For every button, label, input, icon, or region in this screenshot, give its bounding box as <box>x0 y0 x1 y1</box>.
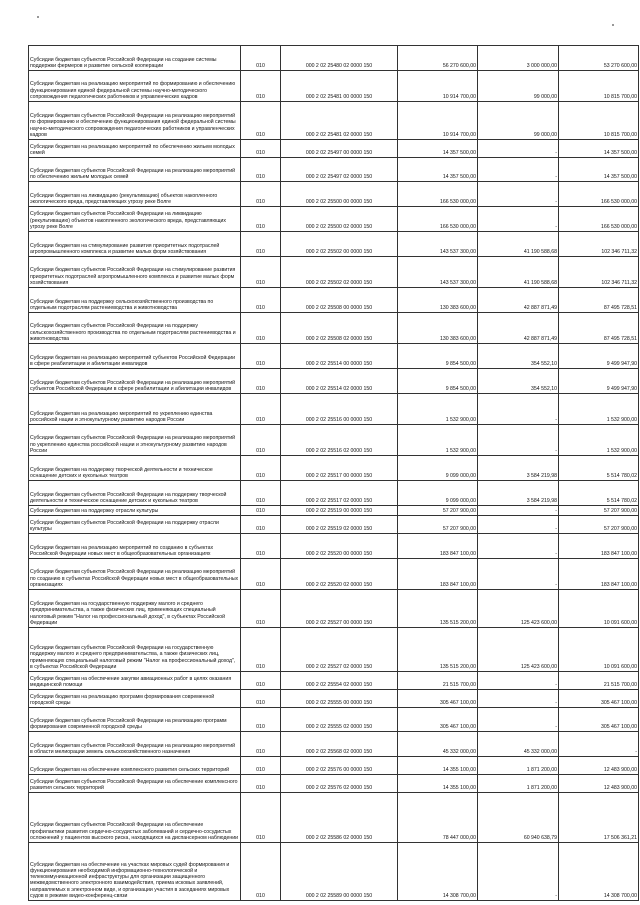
row-name: Субсидии бюджетам на реализацию мероприятий по созданию в субъектах Российской Федерации новых мест в общеобразовательных организациях <box>29 534 241 559</box>
row-code: 010 <box>241 516 281 534</box>
row-name: Субсидии бюджетам на обеспечение закупки авиационных работ в целях оказания медицинской помощи <box>29 672 241 690</box>
row-exec: 42 887 871,49 <box>478 288 559 313</box>
row-plan: 305 467 100,00 <box>398 708 478 732</box>
row-rest: 87 495 728,51 <box>559 288 639 313</box>
row-rest: 57 207 900,00 <box>559 516 639 534</box>
row-name: Субсидии бюджетам субъектов Российской Федерации на реализацию программ формирования современной городской среды <box>29 708 241 732</box>
row-plan: 1 532 900,00 <box>398 394 478 425</box>
table-row <box>29 158 639 182</box>
row-name: Субсидии бюджетам на обеспечение комплексного развития сельских территорий <box>29 757 241 775</box>
row-exec: 99 000,00 <box>478 102 559 140</box>
scan-speck <box>612 24 614 26</box>
row-code: 010 <box>241 344 281 369</box>
row-exec: - <box>478 394 559 425</box>
row-name: Субсидии бюджетам на ликвидацию (рекультивацию) объектов накопленного экологического вреда, представляющих угрозу реке Волге <box>29 182 241 207</box>
row-name: Субсидии бюджетам на поддержку творческой деятельности и техническое оснащение детских и кукольных театров <box>29 456 241 481</box>
table-row <box>29 46 639 71</box>
row-exec: - <box>478 158 559 182</box>
row-plan: 9 099 000,00 <box>398 456 478 481</box>
row-plan: 14 357 500,00 <box>398 158 478 182</box>
row-rest: 12 483 900,00 <box>559 775 639 793</box>
row-kbk: 000 2 02 25517 00 0000 150 <box>281 456 398 481</box>
row-plan: 78 447 000,00 <box>398 793 478 843</box>
row-code: 010 <box>241 182 281 207</box>
row-name: Субсидии бюджетам субъектов Российской Федерации на обеспечение комплексного развития сельских территорий <box>29 775 241 793</box>
row-kbk: 000 2 02 25589 00 0000 150 <box>281 843 398 901</box>
table-row <box>29 732 639 757</box>
row-plan: 10 914 700,00 <box>398 102 478 140</box>
row-name: Субсидии бюджетам субъектов Российской Федерации на стимулирование развития приоритетных подотраслей агропромышленного комплекса и развитие малых форм хозяйствования <box>29 257 241 288</box>
table-row <box>29 456 639 481</box>
row-code: 010 <box>241 708 281 732</box>
row-rest: 9 499 947,90 <box>559 369 639 394</box>
row-rest: 14 308 700,00 <box>559 843 639 901</box>
row-code: 010 <box>241 481 281 506</box>
row-exec: 3 584 219,98 <box>478 456 559 481</box>
row-name: Субсидии бюджетам субъектов Российской Федерации на создание системы поддержки фермеров и развитие сельской кооперации <box>29 46 241 71</box>
row-exec: 60 940 638,79 <box>478 793 559 843</box>
row-rest: 183 847 100,00 <box>559 534 639 559</box>
table-row <box>29 843 639 901</box>
row-plan: 135 515 200,00 <box>398 590 478 628</box>
table-row <box>29 369 639 394</box>
row-code: 010 <box>241 506 281 516</box>
row-code: 010 <box>241 257 281 288</box>
row-kbk: 000 2 02 25576 00 0000 150 <box>281 757 398 775</box>
budget-subsidies-table <box>28 45 639 901</box>
row-plan: 130 383 600,00 <box>398 288 478 313</box>
row-name: Субсидии бюджетам на реализацию мероприятий субъектов Российской Федерации в сфере реабилитации и абилитации инвалидов <box>29 344 241 369</box>
row-exec: - <box>478 140 559 158</box>
row-exec: 125 423 600,00 <box>478 628 559 672</box>
row-kbk: 000 2 02 25527 00 0000 150 <box>281 590 398 628</box>
row-plan: 9 854 500,00 <box>398 369 478 394</box>
row-rest: 102 346 711,32 <box>559 232 639 257</box>
row-code: 010 <box>241 672 281 690</box>
row-plan: 1 532 900,00 <box>398 425 478 456</box>
row-kbk: 000 2 02 25516 00 0000 150 <box>281 394 398 425</box>
row-exec: - <box>478 182 559 207</box>
row-rest: 10 091 600,00 <box>559 590 639 628</box>
row-exec: - <box>478 690 559 708</box>
row-plan: 183 847 100,00 <box>398 559 478 590</box>
row-name: Субсидии бюджетам на государственную поддержку малого и среднего предпринимательства, а также физических лиц, применяющих специальный налоговый режим "Налог на профессиональный доход", в субъектах Российской Федерации <box>29 590 241 628</box>
row-plan: 57 207 900,00 <box>398 516 478 534</box>
row-kbk: 000 2 02 25517 02 0000 150 <box>281 481 398 506</box>
row-kbk: 000 2 02 25497 00 0000 150 <box>281 140 398 158</box>
row-rest: 305 467 100,00 <box>559 690 639 708</box>
table-row <box>29 182 639 207</box>
table-row <box>29 506 639 516</box>
row-kbk: 000 2 02 25516 02 0000 150 <box>281 425 398 456</box>
row-exec: 42 887 871,49 <box>478 313 559 344</box>
row-exec: - <box>478 672 559 690</box>
row-rest: 12 483 900,00 <box>559 757 639 775</box>
row-exec: 3 584 219,98 <box>478 481 559 506</box>
row-kbk: 000 2 02 25555 02 0000 150 <box>281 708 398 732</box>
row-exec: - <box>478 207 559 232</box>
row-plan: 305 467 100,00 <box>398 690 478 708</box>
table-row <box>29 775 639 793</box>
row-plan: 14 355 100,00 <box>398 775 478 793</box>
row-rest: 10 815 700,00 <box>559 71 639 102</box>
table-row <box>29 690 639 708</box>
row-plan: 9 099 000,00 <box>398 481 478 506</box>
row-code: 010 <box>241 757 281 775</box>
row-kbk: 000 2 02 25576 02 0000 150 <box>281 775 398 793</box>
table-row <box>29 232 639 257</box>
row-exec: 99 000,00 <box>478 71 559 102</box>
table-row <box>29 590 639 628</box>
row-exec: 354 552,10 <box>478 369 559 394</box>
row-kbk: 000 2 02 25519 00 0000 150 <box>281 506 398 516</box>
row-rest: 57 207 900,00 <box>559 506 639 516</box>
row-kbk: 000 2 02 25480 02 0000 150 <box>281 46 398 71</box>
row-code: 010 <box>241 71 281 102</box>
row-kbk: 000 2 02 25502 00 0000 150 <box>281 232 398 257</box>
row-code: 010 <box>241 590 281 628</box>
row-plan: 143 537 300,00 <box>398 232 478 257</box>
row-exec: - <box>478 506 559 516</box>
row-kbk: 000 2 02 25586 02 0000 150 <box>281 793 398 843</box>
row-name: Субсидии бюджетам на реализацию мероприятий по укреплению единства российской нации и этнокультурному развитию народов России <box>29 394 241 425</box>
table-row <box>29 481 639 506</box>
row-name: Субсидии бюджетам субъектов Российской Федерации на реализацию мероприятий по обеспечению жильем молодых семей <box>29 158 241 182</box>
row-code: 010 <box>241 425 281 456</box>
row-kbk: 000 2 02 25514 02 0000 150 <box>281 369 398 394</box>
row-name: Субсидии бюджетам на поддержку сельскохозяйственного производства по отдельным подотраслям растениеводства и животноводства <box>29 288 241 313</box>
row-plan: 130 383 600,00 <box>398 313 478 344</box>
table-body <box>29 46 639 901</box>
table-row <box>29 708 639 732</box>
row-plan: 14 355 100,00 <box>398 757 478 775</box>
row-exec: 354 552,10 <box>478 344 559 369</box>
row-plan: 166 530 000,00 <box>398 182 478 207</box>
row-rest: 305 467 100,00 <box>559 708 639 732</box>
row-code: 010 <box>241 628 281 672</box>
row-rest: 9 499 947,90 <box>559 344 639 369</box>
row-plan: 45 332 000,00 <box>398 732 478 757</box>
table-row <box>29 344 639 369</box>
row-plan: 21 515 700,00 <box>398 672 478 690</box>
row-code: 010 <box>241 288 281 313</box>
table-row <box>29 757 639 775</box>
row-rest: 1 532 900,00 <box>559 394 639 425</box>
row-name: Субсидии бюджетам на реализацию мероприятий по формированию и обеспечению функционирования единой федеральной системы научно-методического сопровождения педагогических работников и управленческих кадров <box>29 71 241 102</box>
row-code: 010 <box>241 140 281 158</box>
table-row <box>29 559 639 590</box>
row-rest: 87 495 728,51 <box>559 313 639 344</box>
table-row <box>29 394 639 425</box>
row-plan: 10 914 700,00 <box>398 71 478 102</box>
row-code: 010 <box>241 369 281 394</box>
row-exec: - <box>478 516 559 534</box>
table-row <box>29 140 639 158</box>
row-kbk: 000 2 02 25514 00 0000 150 <box>281 344 398 369</box>
row-rest: 102 346 711,32 <box>559 257 639 288</box>
row-code: 010 <box>241 732 281 757</box>
row-kbk: 000 2 02 25555 00 0000 150 <box>281 690 398 708</box>
row-kbk: 000 2 02 25497 02 0000 150 <box>281 158 398 182</box>
row-code: 010 <box>241 775 281 793</box>
scan-speck <box>37 16 39 18</box>
row-name: Субсидии бюджетам на обеспечение на участках мировых судей формирования и функционирования необходимой информационно-технологической и телекоммуникационной инфраструктуры для организации защищенного межведомственного электронного взаимодействия, приема исковых заявлений, направляемых в электронном виде, и организации участия в заседаниях мировых судов в режиме видео-конференц-связи <box>29 843 241 901</box>
row-kbk: 000 2 02 25520 00 0000 150 <box>281 534 398 559</box>
row-rest: 14 357 500,00 <box>559 158 639 182</box>
row-rest: 14 357 500,00 <box>559 140 639 158</box>
row-rest: 166 530 000,00 <box>559 182 639 207</box>
row-name: Субсидии бюджетам на поддержку отрасли культуры <box>29 506 241 516</box>
row-name: Субсидии бюджетам субъектов Российской Федерации на ликвидацию (рекультивацию) объектов накопленного экологического вреда, представляющих угрозу реке Волге <box>29 207 241 232</box>
table-row <box>29 516 639 534</box>
row-plan: 135 515 200,00 <box>398 628 478 672</box>
row-kbk: 000 2 02 25481 02 0000 150 <box>281 102 398 140</box>
row-code: 010 <box>241 793 281 843</box>
row-code: 010 <box>241 158 281 182</box>
row-plan: 9 854 500,00 <box>398 344 478 369</box>
row-plan: 56 270 600,00 <box>398 46 478 71</box>
row-exec: - <box>478 843 559 901</box>
row-kbk: 000 2 02 25500 02 0000 150 <box>281 207 398 232</box>
row-exec: - <box>478 559 559 590</box>
row-name: Субсидии бюджетам субъектов Российской Федерации на реализацию мероприятий по укреплению единства российской нации и этнокультурному развитию народов России <box>29 425 241 456</box>
row-rest: 17 506 361,21 <box>559 793 639 843</box>
row-code: 010 <box>241 207 281 232</box>
row-plan: 14 357 500,00 <box>398 140 478 158</box>
row-rest: 5 514 780,02 <box>559 481 639 506</box>
row-code: 010 <box>241 559 281 590</box>
row-code: 010 <box>241 843 281 901</box>
row-rest: 53 270 600,00 <box>559 46 639 71</box>
row-code: 010 <box>241 456 281 481</box>
row-name: Субсидии бюджетам на реализацию программ формирования современной городской среды <box>29 690 241 708</box>
table-row <box>29 257 639 288</box>
row-name: Субсидии бюджетам на стимулирование развития приоритетных подотраслей агропромышленного комплекса и развитие малых форм хозяйствования <box>29 232 241 257</box>
row-name: Субсидии бюджетам субъектов Российской Федерации на обеспечение профилактики развития сердечно-сосудистых заболеваний и сердечно-сосудистых осложнений у пациентов высокого риска, находящихся на диспансерном наблюдении <box>29 793 241 843</box>
row-exec: 41 190 588,68 <box>478 257 559 288</box>
row-exec: 1 871 200,00 <box>478 757 559 775</box>
row-name: Субсидии бюджетам субъектов Российской Федерации на реализацию мероприятий по формированию и обеспечению функционирования единой федеральной системы научно-методического сопровождения педагогических работников и управленческих кадров <box>29 102 241 140</box>
row-code: 010 <box>241 46 281 71</box>
table-row <box>29 793 639 843</box>
row-exec: - <box>478 534 559 559</box>
row-kbk: 000 2 02 25568 02 0000 150 <box>281 732 398 757</box>
table-row <box>29 425 639 456</box>
row-plan: 143 537 300,00 <box>398 257 478 288</box>
row-name: Субсидии бюджетам субъектов Российской Федерации на реализацию мероприятий по созданию в субъектах Российской Федерации новых мест в общеобразовательных организациях <box>29 559 241 590</box>
row-kbk: 000 2 02 25520 02 0000 150 <box>281 559 398 590</box>
table-row <box>29 313 639 344</box>
row-kbk: 000 2 02 25502 02 0000 150 <box>281 257 398 288</box>
table-row <box>29 207 639 232</box>
row-code: 010 <box>241 394 281 425</box>
row-rest: 10 091 600,00 <box>559 628 639 672</box>
row-name: Субсидии бюджетам субъектов Российской Федерации на поддержку творческой деятельности и техническое оснащение детских и кукольных театров <box>29 481 241 506</box>
row-name: Субсидии бюджетам субъектов Российской Федерации на поддержку сельскохозяйственного производства по отдельным подотраслям растениеводства и животноводства <box>29 313 241 344</box>
table-row <box>29 628 639 672</box>
table-row <box>29 534 639 559</box>
row-name: Субсидии бюджетам субъектов Российской Федерации на государственную поддержку малого и среднего предпринимательства, а также физических лиц, применяющих специальный налоговый режим "Налог на профессиональный доход", в субъектах Российской Федерации <box>29 628 241 672</box>
row-kbk: 000 2 02 25481 00 0000 150 <box>281 71 398 102</box>
row-exec: - <box>478 708 559 732</box>
row-kbk: 000 2 02 25508 02 0000 150 <box>281 313 398 344</box>
row-exec: 41 190 588,68 <box>478 232 559 257</box>
row-rest: 166 530 000,00 <box>559 207 639 232</box>
row-rest: 1 532 900,00 <box>559 425 639 456</box>
row-name: Субсидии бюджетам субъектов Российской Федерации на реализацию мероприятий в области мелиорации земель сельскохозяйственного назначения <box>29 732 241 757</box>
table-row <box>29 102 639 140</box>
row-kbk: 000 2 02 25519 02 0000 150 <box>281 516 398 534</box>
row-plan: 166 530 000,00 <box>398 207 478 232</box>
row-plan: 14 308 700,00 <box>398 843 478 901</box>
row-rest: 21 515 700,00 <box>559 672 639 690</box>
row-name: Субсидии бюджетам на реализацию мероприятий по обеспечению жильем молодых семей <box>29 140 241 158</box>
row-exec: 1 871 200,00 <box>478 775 559 793</box>
row-plan: 183 847 100,00 <box>398 534 478 559</box>
table-row <box>29 288 639 313</box>
row-kbk: 000 2 02 25508 00 0000 150 <box>281 288 398 313</box>
row-plan: 57 207 900,00 <box>398 506 478 516</box>
row-code: 010 <box>241 534 281 559</box>
row-rest: - <box>559 732 639 757</box>
row-rest: 5 514 780,02 <box>559 456 639 481</box>
row-code: 010 <box>241 232 281 257</box>
row-kbk: 000 2 02 25500 00 0000 150 <box>281 182 398 207</box>
row-kbk: 000 2 02 25527 02 0000 150 <box>281 628 398 672</box>
row-code: 010 <box>241 690 281 708</box>
row-exec: - <box>478 425 559 456</box>
row-rest: 10 815 700,00 <box>559 102 639 140</box>
row-exec: 125 423 600,00 <box>478 590 559 628</box>
row-rest: 183 847 100,00 <box>559 559 639 590</box>
row-code: 010 <box>241 313 281 344</box>
row-exec: 3 000 000,00 <box>478 46 559 71</box>
table-row <box>29 672 639 690</box>
row-name: Субсидии бюджетам субъектов Российской Федерации на поддержку отрасли культуры <box>29 516 241 534</box>
table-row <box>29 71 639 102</box>
row-code: 010 <box>241 102 281 140</box>
row-exec: 45 332 000,00 <box>478 732 559 757</box>
row-kbk: 000 2 02 25554 02 0000 150 <box>281 672 398 690</box>
row-name: Субсидии бюджетам субъектов Российской Федерации на реализацию мероприятий субъектов Российской Федерации в сфере реабилитации и абилитации инвалидов <box>29 369 241 394</box>
